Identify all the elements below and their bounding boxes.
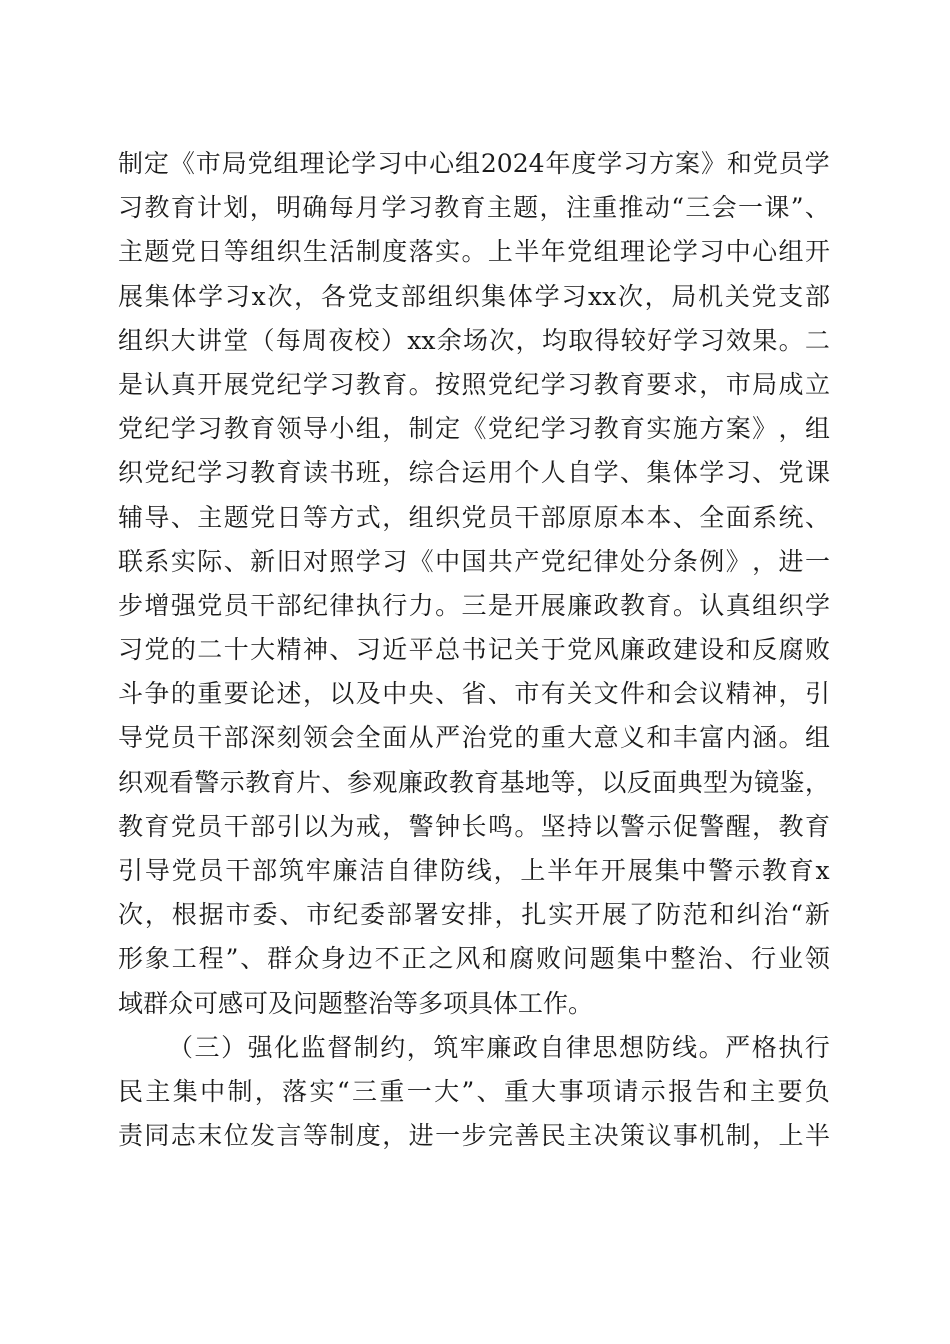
text-line: 责 同 志 末 位 发 言 等 制 度 ， 进 一 步 完 善 民 主 决 策 议 事 机 制 ， 上 半 (118, 1121, 830, 1151)
text-line: 引 导 党 员 干 部 筑 牢 廉 洁 自 律 防 线 ， 上 半 年 开 展 集 中 警 示 教 育 x (118, 856, 830, 885)
text-line: 教 育 党 员 干 部 引 以 为 戒 ， 警 钟 长 鸣 。 坚 持 以 警 示 促 警 醒 ， 教 育 (118, 811, 830, 841)
text-line: 党 纪 学 习 教 育 领 导 小 组 ， 制 定 《 党 纪 学 习 教 育 实 施 方 案 》 ， 组 (118, 414, 830, 444)
text-line: 步 增 强 党 员 干 部 纪 律 执 行 力 。 三 是 开 展 廉 政 教 育 。 认 真 组 织 学 (118, 590, 830, 620)
text-line: 是 认 真 开 展 党 纪 学 习 教 育 。 按 照 党 纪 学 习 教 育 要 求 ， 市 局 成 立 (118, 369, 830, 399)
text-line: 导 党 员 干 部 深 刻 领 会 全 面 从 严 治 党 的 重 大 意 义 和 丰 富 内 涵 。 组 (118, 723, 830, 753)
text-line: 展 集 体 学 习 x 次 ， 各 党 支 部 组 织 集 体 学 习 xx 次 ， 局 机 关 党 支 部 (118, 281, 830, 311)
paragraph-end-line: 域群众可感可及问题整治等多项具体工作。 (118, 988, 594, 1018)
text-line: 辅 导 、 主 题 党 日 等 方 式 ， 组 织 党 员 干 部 原 原 本 本 、 全 面 系 统 、 (118, 502, 830, 532)
text-line: 织 党 纪 学 习 教 育 读 书 班 ， 综 合 运 用 个 人 自 学 、 集 体 学 习 、 党 课 (118, 458, 830, 488)
text-line: 习 教 育 计 划 ， 明 确 每 月 学 习 教 育 主 题 ， 注 重 推 动 “ 三 会 一 课 ” 、 (118, 193, 830, 223)
text-line: 制 定 《 市 局 党 组 理 论 学 习 中 心 组 2024 年 度 学 习 方 案 》 和 党 员 学 (118, 149, 830, 178)
text-line: 联 系 实 际 、 新 旧 对 照 学 习 《 中 国 共 产 党 纪 律 处 分 条 例 》 ， 进 一 (118, 546, 830, 576)
text-line: 习 党 的 二 十 大 精 神 、 习 近 平 总 书 记 关 于 党 风 廉 政 建 设 和 反 腐 败 (118, 635, 830, 665)
text-line: 主 题 党 日 等 组 织 生 活 制 度 落 实 。 上 半 年 党 组 理 论 学 习 中 心 组 开 (118, 237, 830, 267)
text-line: 组 织 大 讲 堂 （ 每 周 夜 校 ） xx 余 场 次 ， 均 取 得 较 好 学 习 效 果 。 二 (118, 325, 830, 355)
document-body (118, 142, 830, 1158)
text-line: 织 观 看 警 示 教 育 片 、 参 观 廉 政 教 育 基 地 等 ， 以 反 面 典 型 为 镜 鉴 ， (118, 767, 830, 797)
text-line: 次 ， 根 据 市 委 、 市 纪 委 部 署 安 排 ， 扎 实 开 展 了 防 范 和 纠 治 “ 新 (118, 900, 830, 930)
section-heading-line: （ 三 ） 强 化 监 督 制 约 ， 筑 牢 廉 政 自 律 思 想 防 线 。 严 格 执 行 (168, 1032, 830, 1062)
text-line: 民 主 集 中 制 ， 落 实 “ 三 重 一 大 ” 、 重 大 事 项 请 示 报 告 和 主 要 负 (118, 1076, 830, 1106)
text-line: 形 象 工 程 ” 、 群 众 身 边 不 正 之 风 和 腐 败 问 题 集 中 整 治 、 行 业 领 (118, 944, 830, 974)
text-line: 斗 争 的 重 要 论 述 ， 以 及 中 央 、 省 、 市 有 关 文 件 和 会 议 精 神 ， 引 (118, 679, 830, 709)
